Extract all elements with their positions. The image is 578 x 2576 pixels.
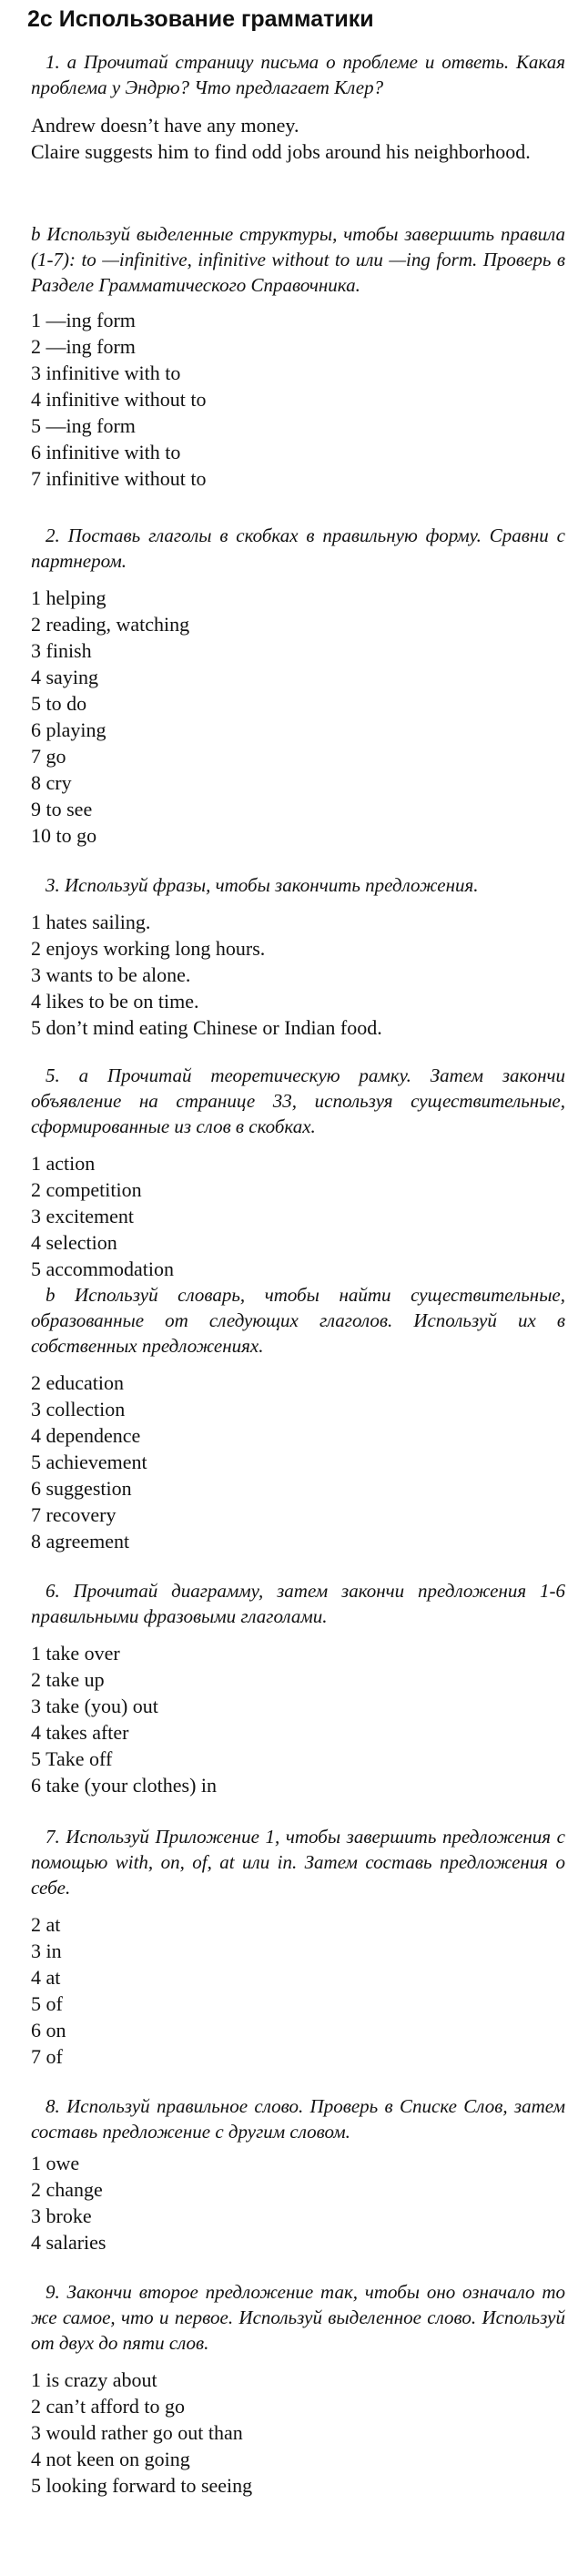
exercise-5b xyxy=(31,1282,565,1554)
list-item: 1 hates sailing. xyxy=(31,911,151,933)
list-item: 3 would rather go out than xyxy=(31,2421,243,2444)
exercise-1a-instruction: 1. a Прочитай страницу письма о проблеме и ответь. Какая проблема у Эндрю? Что предлагает Клер? xyxy=(31,51,565,98)
list-item: 3 excitement xyxy=(31,1205,135,1227)
list-item: 6 playing xyxy=(31,718,106,741)
list-item: 3 take (you) out xyxy=(31,1695,158,1717)
list-item: 5 accommodation xyxy=(31,1257,175,1280)
list-item: 2 competition xyxy=(31,1178,142,1201)
exercise-5a-answers xyxy=(31,1150,565,1282)
exercise-2 xyxy=(31,523,565,849)
exercise-2-instruction: 2. Поставь глаголы в скобках в правильную форму. Сравни с партнером. xyxy=(31,524,565,572)
page-title: 2c Использование грамматики xyxy=(27,6,374,32)
list-item: 4 dependence xyxy=(31,1424,141,1447)
list-item: 6 take (your clothes) in xyxy=(31,1774,218,1797)
list-item: 5 don’t mind eating Chinese or Indian food. xyxy=(31,1016,382,1039)
exercise-2-answers xyxy=(31,585,565,849)
list-item: 6 on xyxy=(31,2019,66,2041)
list-item: 3 broke xyxy=(31,2204,92,2227)
list-item: 4 takes after xyxy=(31,1721,129,1744)
list-item: 2 enjoys working long hours. xyxy=(31,937,266,960)
exercise-9-answers xyxy=(31,2367,565,2499)
list-item: 2 reading, watching xyxy=(31,613,190,636)
exercise-1a xyxy=(31,49,565,165)
list-item: 6 suggestion xyxy=(31,1477,132,1500)
exercise-8 xyxy=(31,2093,565,2255)
list-item: 6 infinitive with to xyxy=(31,441,181,463)
exercise-5a-instruction: 5. a Прочитай теоретическую рамку. Затем закончи объявление на странице 33, используя существительные, сформированные из слов в скобках. xyxy=(31,1064,565,1137)
list-item: 3 collection xyxy=(31,1398,126,1420)
exercise-3 xyxy=(31,872,565,1041)
exercise-1b-answers xyxy=(31,307,565,492)
exercise-8-instruction: 8. Используй правильное слово. Проверь в Списке Слов, затем составь предложение с другим словом. xyxy=(31,2095,565,2143)
list-item: 2 at xyxy=(31,1913,61,1936)
list-item: 2 can’t afford to go xyxy=(31,2395,186,2418)
list-item: 7 infinitive without to xyxy=(31,467,207,490)
list-item: 5 looking forward to seeing xyxy=(31,2474,253,2497)
list-item: 2 —ing form xyxy=(31,335,136,358)
list-item: 1 is crazy about xyxy=(31,2368,157,2391)
list-item: 4 not keen on going xyxy=(31,2448,190,2470)
exercise-5b-answers xyxy=(31,1369,565,1554)
list-item: 1 —ing form xyxy=(31,309,136,331)
list-item: 5 to do xyxy=(31,692,87,715)
exercise-6-answers xyxy=(31,1640,565,1798)
list-item: 4 at xyxy=(31,1966,61,1989)
list-item: 4 salaries xyxy=(31,2231,106,2254)
exercise-1a-answer-1: Andrew doesn’t have any money. xyxy=(31,114,299,137)
exercise-3-instruction: 3. Используй фразы, чтобы закончить предложения. xyxy=(46,874,479,896)
list-item: 4 infinitive without to xyxy=(31,388,207,411)
list-item: 8 agreement xyxy=(31,1530,130,1553)
list-item: 5 of xyxy=(31,1992,63,2015)
list-item: 7 go xyxy=(31,745,66,768)
exercise-7-answers xyxy=(31,1911,565,2070)
list-item: 9 to see xyxy=(31,798,93,820)
list-item: 4 saying xyxy=(31,666,98,688)
list-item: 1 helping xyxy=(31,586,106,609)
list-item: 5 Take off xyxy=(31,1747,113,1770)
list-item: 2 education xyxy=(31,1371,125,1394)
list-item: 4 likes to be on time. xyxy=(31,990,199,1013)
exercise-7 xyxy=(31,1824,565,2070)
list-item: 7 of xyxy=(31,2045,63,2068)
list-item: 1 owe xyxy=(31,2152,80,2174)
exercise-9 xyxy=(31,2279,565,2499)
list-item: 3 finish xyxy=(31,639,92,662)
exercise-8-answers xyxy=(31,2150,565,2255)
exercise-1a-answer-2: Claire suggests him to find odd jobs around his neighborhood. xyxy=(31,140,531,163)
list-item: 5 —ing form xyxy=(31,414,136,437)
list-item: 2 change xyxy=(31,2178,103,2201)
list-item: 2 take up xyxy=(31,1668,105,1691)
list-item: 7 recovery xyxy=(31,1503,117,1526)
exercise-7-instruction: 7. Используй Приложение 1, чтобы завершить предложения с помощью with, on, of, at или in. Затем составь предложения о себе. xyxy=(31,1826,565,1899)
exercise-6-instruction: 6. Прочитай диаграмму, затем закончи предложения 1-6 правильными фразовыми глаголами. xyxy=(31,1580,565,1627)
exercise-9-instruction: 9. Закончи второе предложение так, чтобы оно означало то же самое, что и первое. Используй выделенное слово. Используй от двух до пяти слов. xyxy=(31,2281,565,2354)
exercise-1b xyxy=(31,221,565,492)
list-item: 8 cry xyxy=(31,771,72,794)
exercise-6 xyxy=(31,1578,565,1798)
exercise-5b-instruction: b Используй словарь, чтобы найти существительные, образованные от следующих глаголов. Используй их в собственных предложениях. xyxy=(31,1284,565,1357)
list-item: 1 action xyxy=(31,1152,96,1175)
exercise-1b-instruction: b Используй выделенные структуры, чтобы завершить правила (1-7): to —infinitive, infinitive without to или —ing form. Проверь в Разделе Грамматического Справочника. xyxy=(31,223,565,296)
list-item: 1 take over xyxy=(31,1642,120,1665)
list-item: 10 to go xyxy=(31,824,97,847)
list-item: 3 in xyxy=(31,1940,62,1962)
list-item: 5 achievement xyxy=(31,1451,147,1473)
list-item: 3 infinitive with to xyxy=(31,361,181,384)
list-item: 3 wants to be alone. xyxy=(31,963,191,986)
exercise-3-answers xyxy=(31,909,565,1041)
list-item: 4 selection xyxy=(31,1231,117,1254)
exercise-5a xyxy=(31,1063,565,1282)
